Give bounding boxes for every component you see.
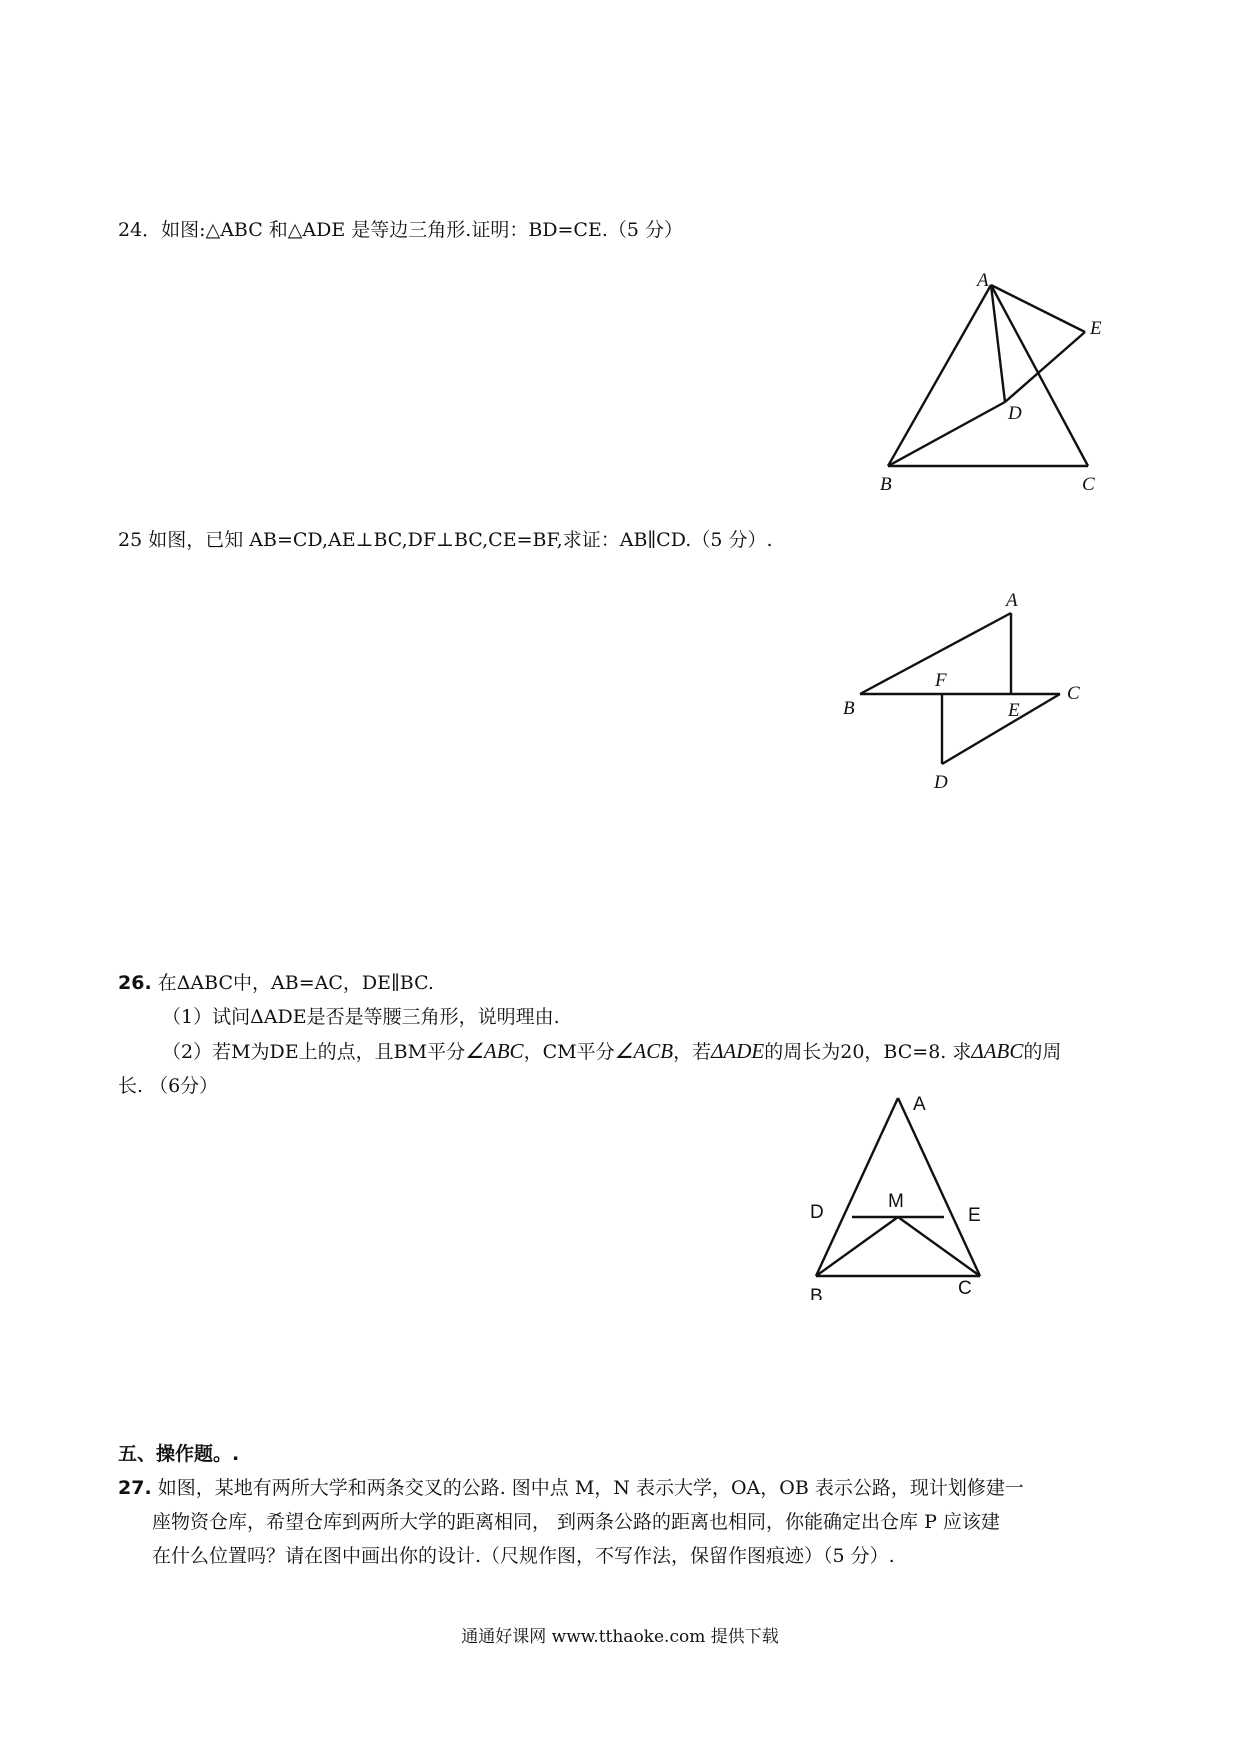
label-b: B [880,474,892,495]
segment-ab [816,1098,898,1276]
label-b: B [843,698,855,719]
segment-ae [991,285,1085,332]
part2-b: ，CM平分 [523,1041,615,1063]
label-d: D [934,772,948,793]
label-a: A [913,1094,926,1115]
figure-24 [860,272,1140,506]
triangle-abc: ΔABC [971,1039,1024,1063]
question-26-line1 [118,966,1061,1000]
label-f: F [935,670,947,691]
question-24-text: 24．如图:△ABC 和△ADE 是等边三角形.证明：BD=CE.（5 分） [118,219,684,241]
label-e: E [1090,318,1102,339]
page-footer: 通通好课网 www.tthaoke.com 提供下载 [461,1627,779,1647]
question-27-number: 27. [118,1477,152,1499]
question-26-part2-end: 长. （6分） [118,1075,219,1097]
segment-ac [991,285,1088,466]
label-c: C [1067,683,1080,704]
question-26-part2 [118,1034,1061,1069]
triangle-ade: ΔADE [711,1039,765,1063]
question-26-part1: （1）试问ΔADE是否是等腰三角形，说明理由. [162,1006,560,1028]
segment-ac [898,1098,980,1276]
question-25 [118,523,772,557]
label-c: C [1082,474,1095,495]
question-25-text: 25 如图，已知 AB=CD,AE⊥BC,DF⊥BC,CE=BF,求证：AB∥CD.（5 分）. [118,529,773,551]
label-c: C [958,1278,972,1299]
part2-d: 的周长为20，BC=8. 求 [764,1041,972,1063]
segment-cd [942,694,1060,764]
label-a: A [1006,590,1018,611]
question-27-text-1: 如图，某地有两所大学和两条交叉的公路. 图中点 M，N 表示大学，OA，OB 表示公路，现计划修建一 [151,1477,1024,1499]
question-26-intro: 在ΔABC中，AB=AC，DE∥BC. [151,972,434,994]
segment-de [1005,332,1085,402]
figure-26 [800,1090,1020,1304]
question-27-line2: 座物资仓库，希望仓库到两所大学的距离相同， 到两条公路的距离也相同，你能确定出仓库 P 应该建 [152,1511,1000,1533]
label-e: E [968,1205,981,1226]
section-5 [118,1437,1024,1573]
question-26-number: 26. [118,972,152,994]
question-27-line1 [118,1471,1024,1505]
section-5-title: 五、操作题。. [118,1443,240,1465]
label-m: M [888,1191,904,1212]
segment-ad [991,285,1005,402]
question-26 [118,966,1061,1103]
figure-25 [830,580,1130,804]
angle-acb: ∠ACB [614,1039,674,1063]
figure-25-svg [830,580,1130,800]
label-a: A [977,272,989,291]
label-b: B [810,1286,823,1300]
label-e: E [1008,700,1020,721]
figure-24-svg [860,272,1140,502]
part2-c: ，若 [673,1041,712,1063]
question-27-line3: 在什么位置吗？请在图中画出你的设计.（尺规作图，不写作法，保留作图痕迹）（5 分）. [152,1545,895,1567]
part2-e: 的周 [1023,1041,1062,1063]
part2-a: （2）若M为DE上的点，且BM平分 [162,1041,466,1063]
angle-abc: ∠ABC [465,1039,524,1063]
figure-26-svg [800,1090,1020,1300]
label-d: D [1008,403,1022,424]
question-24 [118,213,683,247]
label-d: D [810,1202,824,1223]
